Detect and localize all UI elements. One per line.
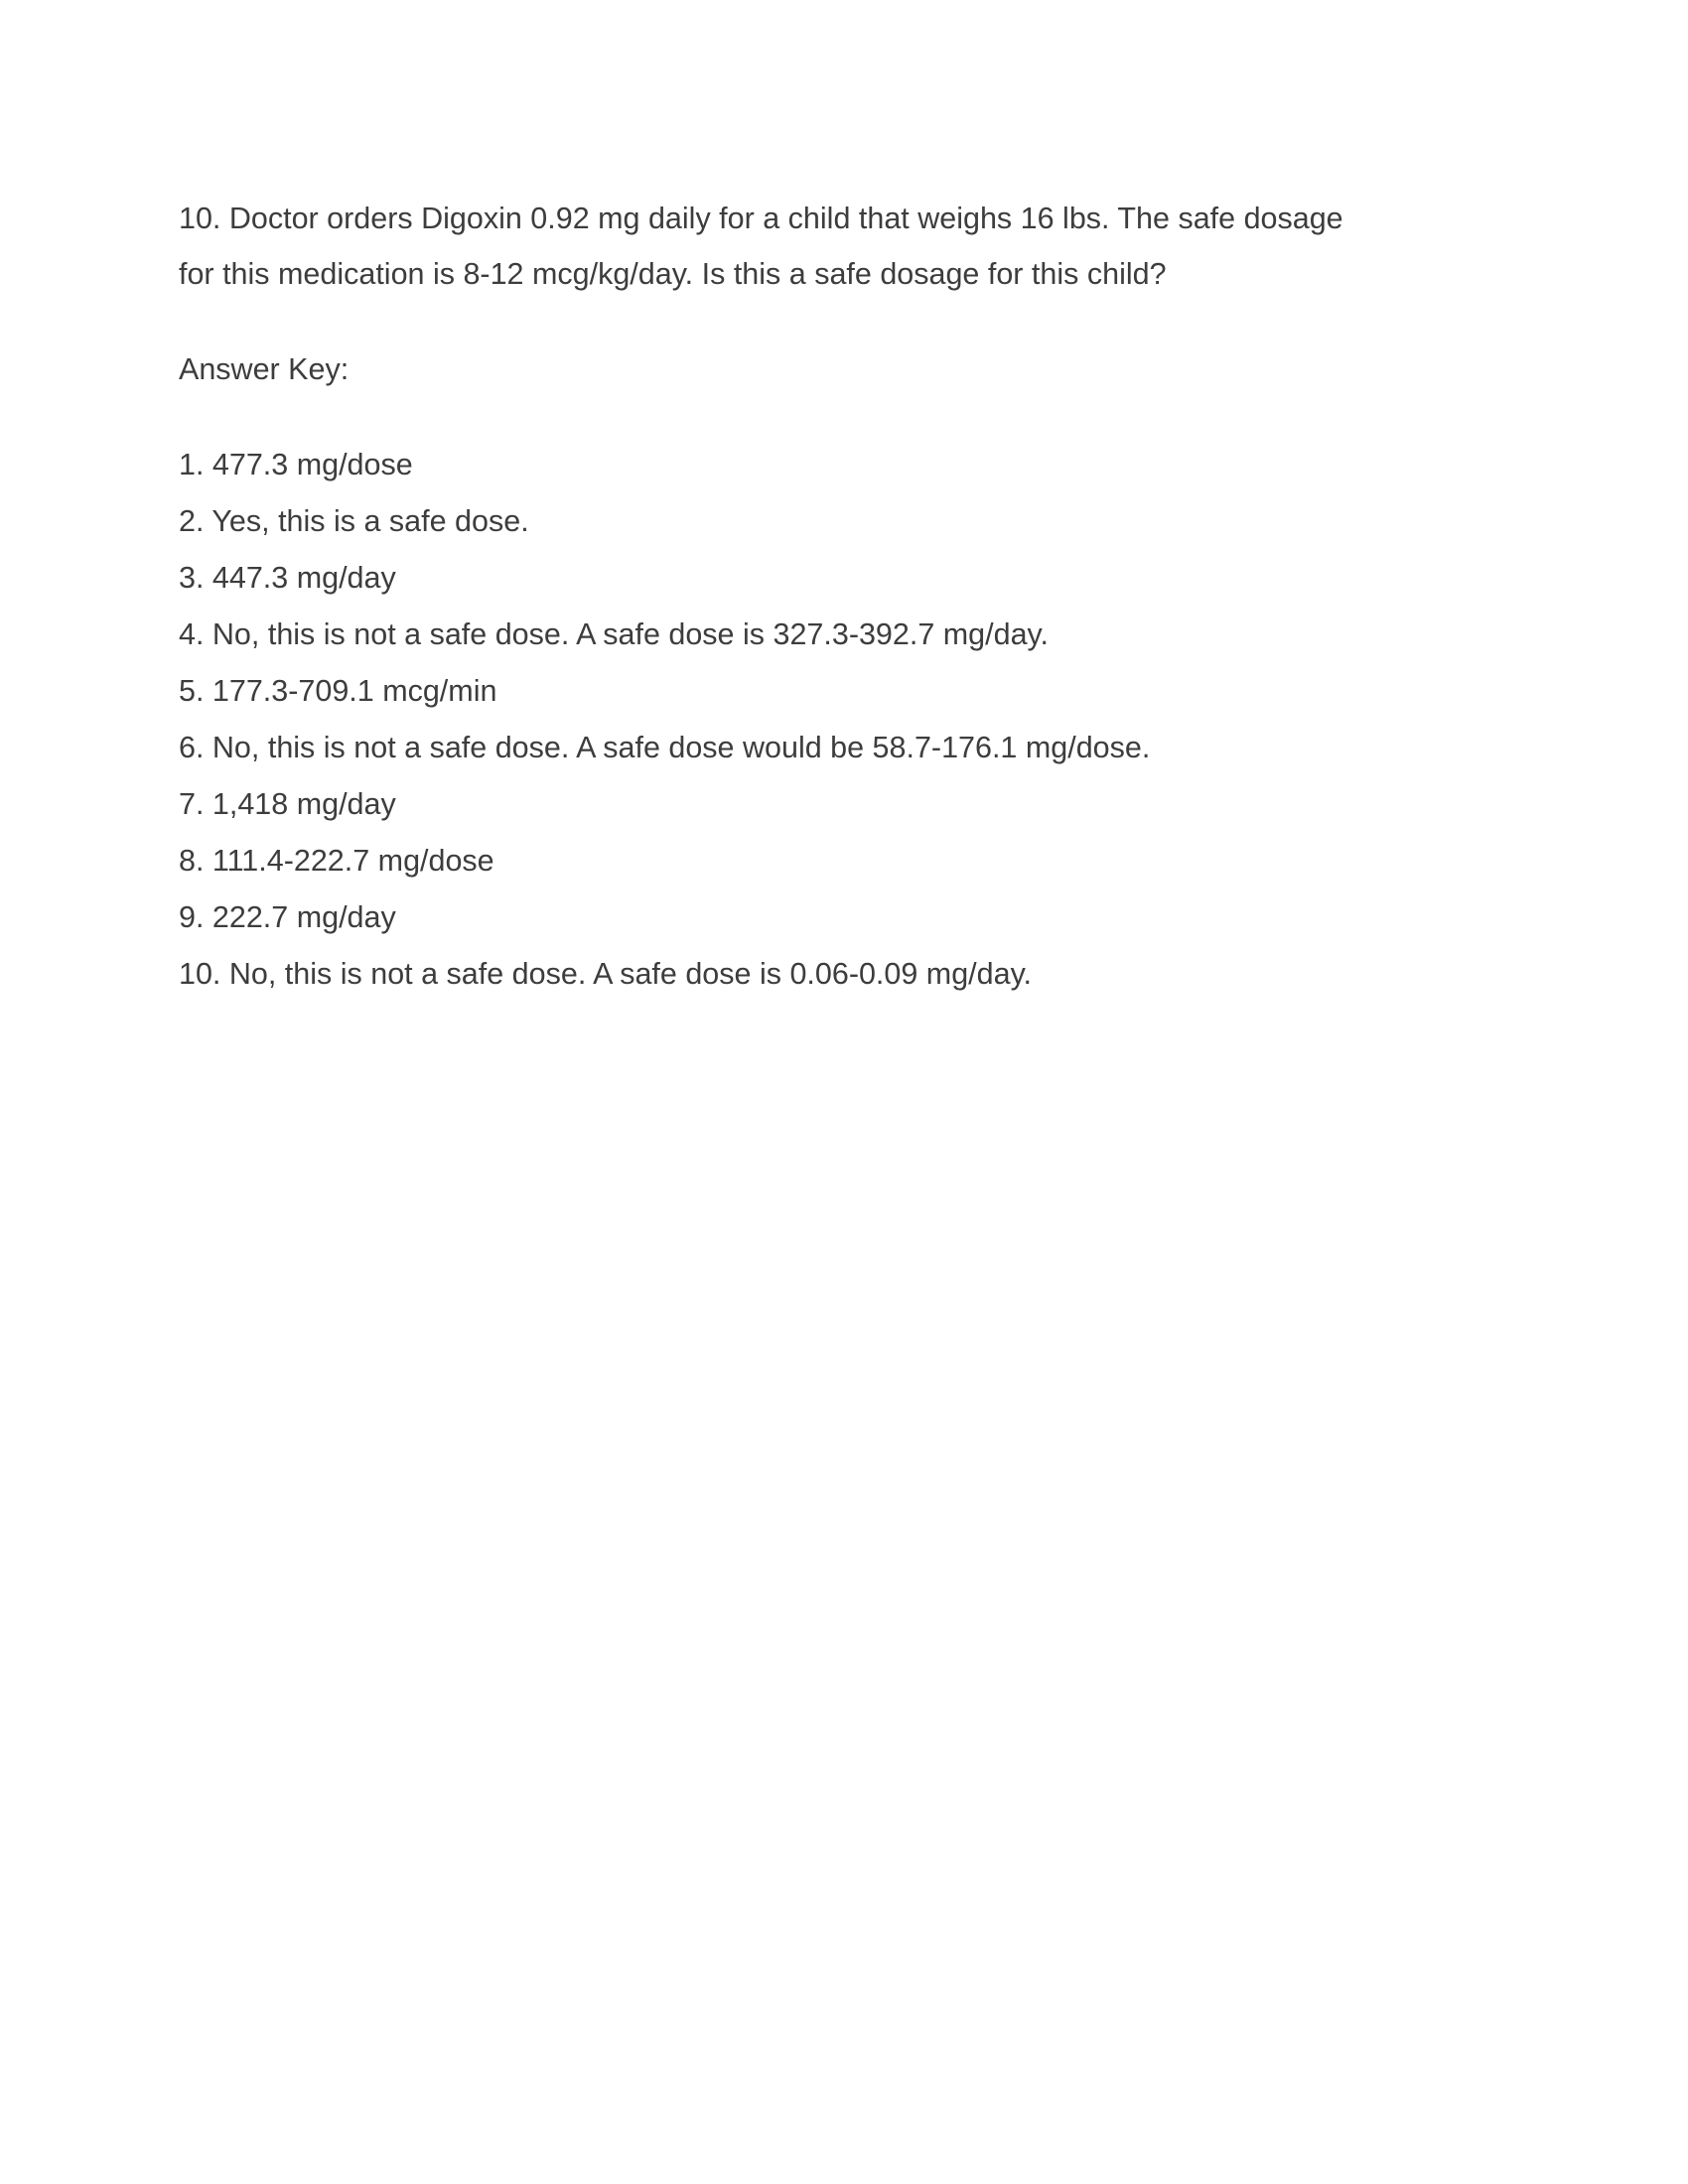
answer-item-3: 3. 447.3 mg/day: [179, 561, 396, 595]
answer-item-8: 8. 111.4-222.7 mg/dose: [179, 844, 494, 878]
answer-item-7: 7. 1,418 mg/day: [179, 787, 396, 821]
answer-item-9: 9. 222.7 mg/day: [179, 900, 396, 934]
document-content: [179, 191, 1529, 1003]
question-paragraph: [179, 191, 1529, 302]
answer-item-6: 6. No, this is not a safe dose. A safe dose would be 58.7-176.1 mg/dose.: [179, 731, 1151, 764]
answer-item-4: 4. No, this is not a safe dose. A safe dose is 327.3-392.7 mg/day.: [179, 617, 1049, 651]
answer-item-1: 1. 477.3 mg/dose: [179, 448, 413, 481]
question-line-1: 10. Doctor orders Digoxin 0.92 mg daily for a child that weighs 16 lbs. The safe dosage: [179, 202, 1343, 235]
answer-item-2: 2. Yes, this is a safe dose.: [179, 504, 529, 538]
answer-item-10: 10. No, this is not a safe dose. A safe dose is 0.06-0.09 mg/day.: [179, 957, 1033, 991]
answer-item-5: 5. 177.3-709.1 mcg/min: [179, 674, 497, 708]
answer-key-list: [179, 437, 1529, 1003]
question-line-2: for this medication is 8-12 mcg/kg/day. Is this a safe dosage for this child?: [179, 257, 1167, 291]
answer-key-heading: Answer Key:: [179, 352, 350, 386]
